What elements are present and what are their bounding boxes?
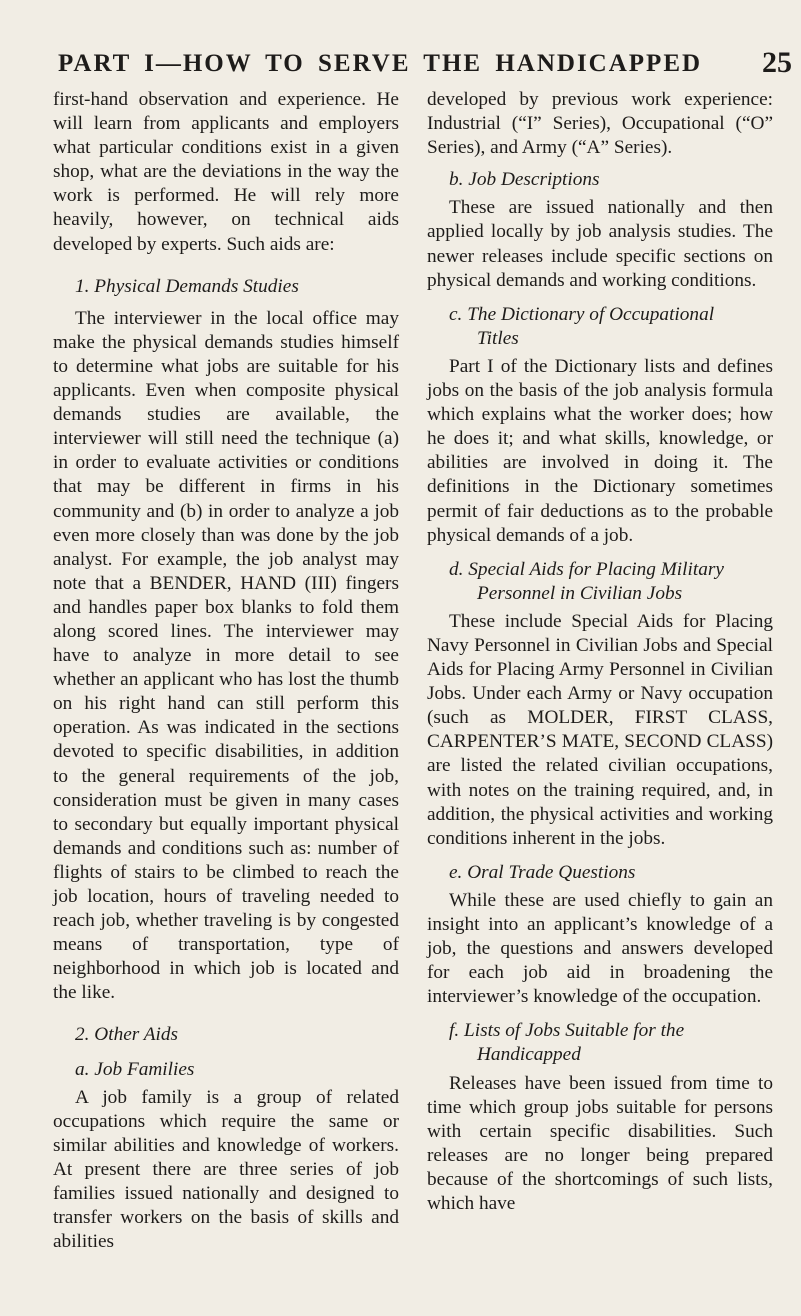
heading-job-families: a. Job Families xyxy=(75,1058,195,1080)
paragraph-job-families: A job family is a group of related occupations which require the same or similar abilities and knowledge of workers. At present there are three series of job families issued nationally and designed to transfer workers on the basis of skills and abilities xyxy=(53,1086,399,1253)
paragraph-job-descriptions: These are issued nationally and then applied locally by job analysis studies. The newer releases include specific sections on physical demands and working conditions. xyxy=(427,197,773,291)
paragraph-physical-demands: The interviewer in the local office may make the physical demands studies himself to determine what jobs are suitable for his applicants. Even when composite physical demands studies are available, the interviewer will still need the technique (a) in order to evaluate activities or conditions that may be different in firms in his community and (b) in order to analyze a job even more closely than was done by the job analyst. For example, the job analyst may note that a BENDER, HAND (III) fingers and handles paper box blanks to fold them along scored lines. The interviewer may have to analyze in more detail to see whether an applicant who has lost the thumb on his right hand can still perform this operation. As was indicated in the sections devoted to specific disabilities, in addition to the general requirements of the job, consideration must be given in many cases to secondary but equally important physical demands and conditions such as: number of flights of stairs to be climbed to reach the job location, hours of traveling needed to reach job, whether traveling is by congested means of transportation, type of neighborhood in which job is located and the like. xyxy=(53,307,399,1004)
paragraph-intro: first-hand observation and experience. He will learn from applicants and employers what particular conditions exist in a given shop, what are the deviations in the way the work is performed. He will rely more heavily, however, on technical aids developed by experts. Such aids are: xyxy=(53,89,399,255)
heading-special-aids xyxy=(427,558,773,606)
heading-lists-of-jobs-line2: Handicapped xyxy=(477,1044,581,1066)
paragraph-lists-of-jobs: Releases have been issued from time to time which group jobs suitable for persons with certain specific disabilities. Such releases are no longer being prepared because of the shortcomings of such lists, which have xyxy=(427,1072,773,1215)
right-column xyxy=(427,88,773,1216)
heading-other-aids: 2. Other Aids xyxy=(75,1024,179,1046)
running-header xyxy=(58,46,792,79)
paragraph-continued: developed by previous work experience: Industrial (“I” Series), Occupational (“O” Series), and Army (“A” Series). xyxy=(427,89,773,159)
left-column xyxy=(53,88,399,1254)
paragraph-special-aids: These include Special Aids for Placing Navy Personnel in Civilian Jobs and Special Aids for Placing Army Personnel in Civilian Jobs. Under each Army or Navy occupation (such as MOLDER, FIRST CLASS, CARPENTER’S MATE, SECOND CLASS) are listed the related civilian occupations, with notes on the training required, and, in addition, the physical activities and working conditions inherent in the jobs. xyxy=(427,610,773,849)
heading-dictionary-line2: Titles xyxy=(477,327,519,349)
paragraph-oral-trade-questions: While these are used chiefly to gain an insight into an applicant’s knowledge of a job, the questions and answers developed for each job aid in broadening the interviewer’s knowledge of the occupation. xyxy=(427,889,773,1008)
heading-special-aids-line1: d. Special Aids for Placing Military xyxy=(449,558,724,580)
heading-physical-demands: 1. Physical Demands Studies xyxy=(75,275,299,297)
heading-special-aids-line2: Personnel in Civilian Jobs xyxy=(477,582,683,604)
paragraph-dictionary: Part I of the Dictionary lists and defines jobs on the basis of the job analysis formula which explains what the worker does; how he does it; and what skills, knowledge, or abilities are involved in doing it. The definitions in the Dictionary sometimes permit of fair deductions as to the probable physical demands of a job. xyxy=(427,355,773,546)
heading-dictionary-line1: c. The Dictionary of Occupational xyxy=(449,303,715,325)
heading-job-descriptions: b. Job Descriptions xyxy=(449,169,600,191)
heading-oral-trade-questions: e. Oral Trade Questions xyxy=(449,861,636,883)
heading-dictionary xyxy=(427,303,773,351)
running-title: PART I—HOW TO SERVE THE HANDICAPPED xyxy=(58,50,703,77)
page-number: 25 xyxy=(762,46,792,79)
heading-lists-of-jobs-line1: f. Lists of Jobs Suitable for the xyxy=(449,1020,685,1042)
heading-lists-of-jobs xyxy=(427,1019,773,1067)
